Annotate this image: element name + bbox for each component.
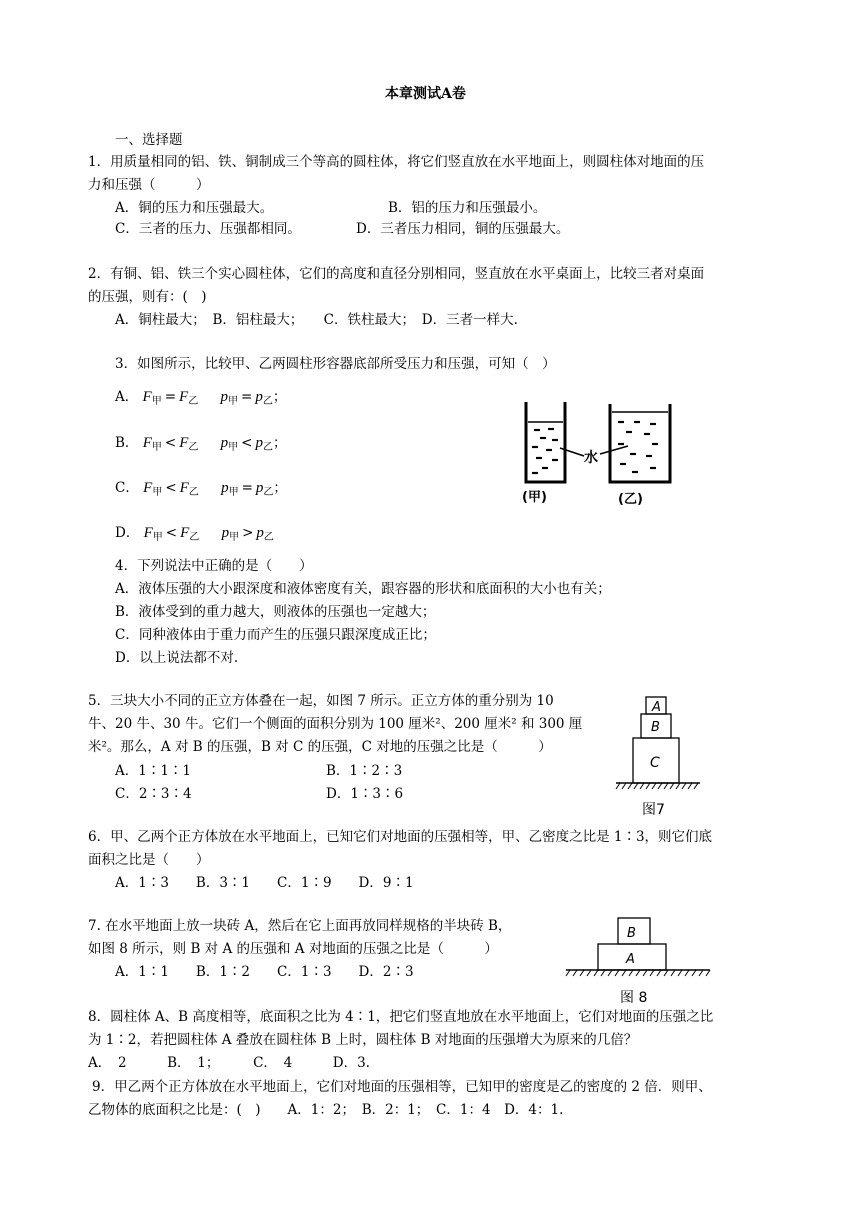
q1-option-c: C．三者的压力、压强都相同。	[115, 221, 301, 237]
q2-options: A．铜柱最大； B．铝柱最大； C．铁柱最大； D．三者一样大.	[115, 312, 518, 328]
q6-stem-line1: 6．甲、乙两个正方体放在水平地面上，已知它们对地面的压强相等，甲、乙密度之比是 1∶3，则它们底	[88, 829, 713, 845]
q7-stem-line1: 7. 在水平地面上放一块砖 A，然后在它上面再放同样规格的半块砖 B，	[88, 918, 512, 934]
fig7-caption: 图7	[642, 802, 665, 818]
q5-option-c: C．2∶3∶4	[115, 786, 192, 802]
q8-stem-line2: 为 1∶2，若把圆柱体 A 叠放在圆柱体 B 上时，圆柱体 B 对地面的压强增大为原来的几倍？	[88, 1032, 638, 1048]
q5-option-a: A．1∶1∶1	[115, 763, 192, 779]
q5-stem-line3: 米²。那么，A 对 B 的压强，B 对 C 的压强，C 对地的压强之比是（ ）	[88, 739, 552, 755]
q8-stem-line1: 8．圆柱体 A、B 高度相等，底面积之比为 4∶1，把它们竖直地放在水平地面上，它们对地面的压强之比	[88, 1009, 714, 1025]
q1-stem-line1: 1．用质量相同的铝、铁、铜制成三个等高的圆柱体，将它们竖直放在水平地面上，则圆柱体对地面的压	[88, 154, 705, 170]
cube-a-label: A	[652, 700, 661, 715]
q5-stem-line2: 牛、20 牛、30 牛。它们一个侧面的面积分别为 100 厘米²、200 厘米² 和 300 厘	[88, 716, 583, 732]
q2-stem-line2: 的压强，则有：( )	[88, 289, 207, 305]
q1-option-d: D．三者压力相同，铜的压强最大。	[356, 221, 570, 237]
q4-option-c: C．同种液体由于重力而产生的压强只跟深度成正比；	[115, 627, 436, 643]
fig7-stacked-cubes	[612, 695, 707, 820]
q5-option-d: D．1∶3∶6	[326, 786, 404, 802]
brick-a-label: A	[626, 952, 635, 967]
section-heading: 一、选择题	[115, 132, 183, 148]
q3-stem: 3．如图所示，比较甲、乙两圆柱形容器底部所受压力和压强，可知（ ）	[115, 356, 556, 372]
q4-option-d: D．以上说法都不对.	[115, 650, 239, 666]
q6-options: A．1∶3 B．3∶1 C．1∶9 D．9∶1	[115, 875, 414, 891]
q3-option-d: D． $F_甲 < F_乙$ $p_甲 > p_乙$	[115, 525, 274, 543]
q8-options: A． 2 B． 1； C． 4 D．3.	[88, 1055, 370, 1071]
q7-stem-line2: 如图 8 所示，则 B 对 A 的压强和 A 对地面的压强之比是（ ）	[88, 941, 498, 957]
q4-stem: 4．下列说法中正确的是（ ）	[115, 558, 313, 574]
ground-hatch	[566, 970, 710, 976]
q1-option-b: B．铝的压力和压强最小。	[388, 200, 547, 216]
water-dashes	[528, 412, 668, 473]
brick-b-label: B	[627, 926, 636, 941]
water-label: 水	[584, 450, 598, 466]
q2-stem-line1: 2．有铜、铝、铁三个实心圆柱体，它们的高度和直径分别相同，竖直放在水平桌面上，比较三者对桌面	[88, 266, 705, 282]
q1-stem-line2: 力和压强（ ）	[88, 177, 210, 193]
q5-option-b: B．1∶2∶3	[326, 763, 403, 779]
q9-stem-line1: 9．甲乙两个正方体放在水平地面上，它们对地面的压强相等，已知甲的密度是乙的密度的 2 倍．则甲、	[92, 1079, 712, 1095]
page-title: 本章测试A卷	[385, 86, 466, 102]
ground-hatch	[616, 783, 698, 789]
q7-options: A．1∶1 B．1∶2 C．1∶3 D．2∶3	[115, 964, 414, 980]
cube-c-label: C	[650, 755, 660, 771]
q3-option-c: C． $F_甲 < F_乙$ $p_甲 = p_乙$；	[115, 480, 287, 498]
q6-stem-line2: 面积之比是（ ）	[88, 852, 210, 868]
q3-containers-figure	[518, 398, 678, 513]
container-jia	[526, 402, 565, 482]
q9-stem-line2: 乙物体的底面积之比是：( ) A．1：2； B．2：1； C．1：4 D．4：1.	[88, 1102, 564, 1118]
label-jia: (甲)	[522, 490, 547, 505]
q5-stem-line1: 5．三块大小不同的正立方体叠在一起，如图 7 所示。正立方体的重分别为 10	[88, 693, 554, 709]
cube-b-label: B	[651, 720, 660, 735]
fig8-bricks	[560, 914, 715, 1006]
label-yi: (乙)	[618, 492, 643, 507]
q4-option-a: A．液体压强的大小跟深度和液体密度有关，跟容器的形状和底面积的大小也有关；	[115, 581, 611, 597]
q4-option-b: B．液体受到的重力越大，则液体的压强也一定越大；	[115, 604, 436, 620]
fig8-caption: 图 8	[620, 990, 648, 1006]
q3-option-b: B． $F_甲 < F_乙$ $p_甲 < p_乙$；	[115, 435, 287, 453]
q1-option-a: A．铜的压力和压强最大。	[115, 200, 274, 216]
q3-option-a: A． $F_甲 = F_乙$ $p_甲 = p_乙$；	[115, 389, 287, 407]
